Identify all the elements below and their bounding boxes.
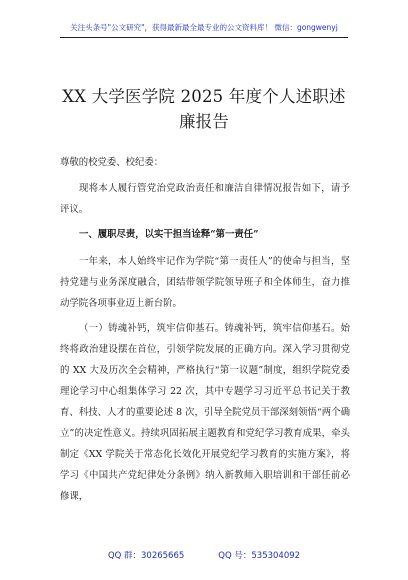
- footer-contact: [0, 549, 408, 561]
- section-heading-1: 一、履职尽责，以实干担当诠释“第一责任”: [79, 229, 259, 240]
- header-divider: [60, 37, 348, 38]
- header-banner: 关注头条号"公文研究"，获得最新最全最专业的公文资料库！ 微信：gongwenyj: [70, 23, 338, 32]
- intro-paragraph: 现将本人履行管党治党政治责任和廉洁自律情况报告如下，请予评议。: [60, 183, 350, 215]
- footer-qq-number: QQ 号：535304092: [218, 551, 301, 561]
- body-paragraph-2: （一）铸魂补钙，筑牢信仰基石。铸魂补钙，筑牢信仰基石。始终将政治建设摆在首位，引领学院发展的正确方向。深入学习贯彻党的 XX 大及历次全会精神，严格执行“第一议题”制度，组织学院党委理论学习中心组集体学习 22 次，其中专题学习习近平总书记关于教育、科技、人才的重要论述 8 次，引导全院党员干部深刻领悟“两个确立”的决定性意义。持续巩固拓展主题教育和党纪学习教育成果，牵头制定《XX 学院关于常态化长效化开展党纪学习教育的实施方案》，将学习《中国共产党纪律处分条例》纳入新教师入职培训和干部任前必修课，: [60, 323, 350, 502]
- document-title: XX 大学医学院 2025 年度个人述职述廉报告: [62, 87, 346, 131]
- footer-qq-group: QQ 群：30265665: [107, 551, 185, 561]
- body-paragraph-1: 一年来，本人始终牢记作为学院“第一责任人”的使命与担当，坚持党建与业务深度融合，团结带领学院领导班子和全体师生，奋力推动学院各项事业迈上新台阶。: [60, 256, 350, 309]
- salutation: 尊敬的校党委、校纪委：: [60, 157, 164, 168]
